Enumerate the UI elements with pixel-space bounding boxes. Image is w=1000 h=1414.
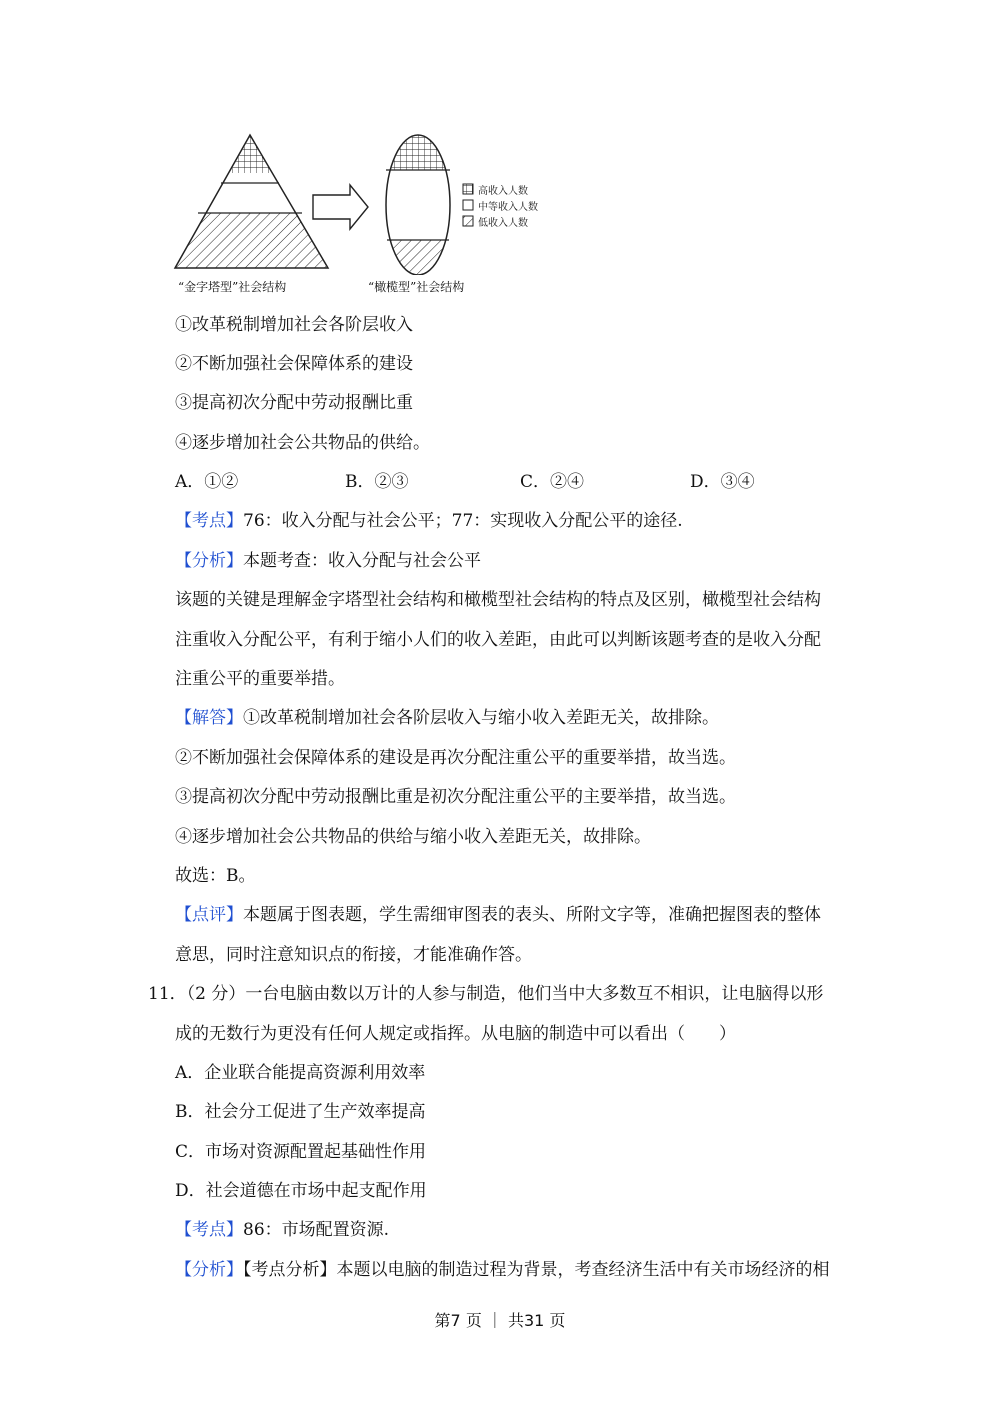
q10-option-d: D．③④ <box>690 472 755 492</box>
jieda-line-1: ①改革税制增加社会各阶层收入与缩小收入差距无关，故排除。 <box>243 708 719 728</box>
legend-swatch-middle <box>463 200 473 210</box>
q10-item-1: ①改革税制增加社会各阶层收入 <box>175 315 413 335</box>
q11-option-b: B．社会分工促进了生产效率提高 <box>175 1102 426 1122</box>
q11-stem-2: 成的无数行为更没有任何人规定或指挥。从电脑的制造中可以看出（ ） <box>175 1024 736 1044</box>
q10-option-b: B．②③ <box>345 472 409 492</box>
kaodian-tag: 【考点】 <box>175 511 243 531</box>
legend-label-high: 高收入人数 <box>478 186 528 197</box>
jieda-line-3: ③提高初次分配中劳动报酬比重是初次分配注重公平的主要举措，故当选。 <box>175 787 736 807</box>
q10-option-c: C．②④ <box>520 472 585 492</box>
q10-option-a: A．①② <box>175 472 239 492</box>
legend-swatch-high <box>463 184 473 194</box>
legend-swatch-low <box>463 216 473 226</box>
dianping-line-1: 本题属于图表题，学生需细审图表的表头、所附文字等，准确把握图表的整体 <box>243 905 821 925</box>
q10-item-3: ③提高初次分配中劳动报酬比重 <box>175 393 413 413</box>
q10-item-4: ④逐步增加社会公共物品的供给。 <box>175 433 430 453</box>
pyramid-caption: “金字塔型”社会结构 <box>178 280 287 294</box>
legend-label-low: 低收入人数 <box>478 218 528 229</box>
q10-fenxi-body-3: 注重公平的重要举措。 <box>175 669 345 689</box>
legend-label-middle: 中等收入人数 <box>478 202 538 213</box>
olive-diagram <box>360 125 480 275</box>
q11-option-c: C．市场对资源配置起基础性作用 <box>175 1142 427 1162</box>
kaodian-tag-2: 【考点】 <box>175 1220 243 1240</box>
kaodian-text-2: 86：市场配置资源. <box>243 1220 390 1240</box>
fenxi-tag-2: 【分析】 <box>175 1260 243 1280</box>
dianping-tag: 【点评】 <box>175 905 243 925</box>
q11-option-a: A．企业联合能提高资源利用效率 <box>175 1063 426 1083</box>
q11-kaodian <box>175 1219 389 1241</box>
dianping-line-2: 意思，同时注意知识点的衔接，才能准确作答。 <box>175 945 532 965</box>
q10-answer: 故选：B。 <box>175 866 256 886</box>
q10-jieda <box>175 707 719 729</box>
jieda-tag: 【解答】 <box>175 708 243 728</box>
q10-dianping <box>175 904 821 926</box>
jieda-line-2: ②不断加强社会保障体系的建设是再次分配注重公平的重要举措，故当选。 <box>175 748 736 768</box>
page-footer: 第7 页 ｜ 共31 页 <box>434 1311 566 1330</box>
fenxi-text-2: 【考点分析】本题以电脑的制造过程为背景，考查经济生活中有关市场经济的相 <box>243 1260 830 1280</box>
q10-item-2: ②不断加强社会保障体系的建设 <box>175 354 413 374</box>
q11-fenxi <box>175 1259 830 1281</box>
fenxi-tag: 【分析】 <box>175 551 243 571</box>
jieda-line-4: ④逐步增加社会公共物品的供给与缩小收入差距无关，故排除。 <box>175 827 651 847</box>
q10-kaodian <box>175 510 683 532</box>
q10-fenxi <box>175 550 481 572</box>
fenxi-text: 本题考查：收入分配与社会公平 <box>243 551 481 571</box>
kaodian-text: 76：收入分配与社会公平；77：实现收入分配公平的途径. <box>243 511 683 531</box>
q11-option-d: D．社会道德在市场中起支配作用 <box>175 1181 427 1201</box>
q11-stem-1: 11．（2 分）一台电脑由数以万计的人参与制造，他们当中大多数互不相识，让电脑得以形 <box>148 984 824 1004</box>
q10-fenxi-body-1: 该题的关键是理解金字塔型社会结构和橄榄型社会结构的特点及区别，橄榄型社会结构 <box>175 590 821 610</box>
olive-caption: “橄榄型”社会结构 <box>368 280 465 294</box>
q10-fenxi-body-2: 注重收入分配公平，有利于缩小人们的收入差距，由此可以判断该题考查的是收入分配 <box>175 630 821 650</box>
arrow-right-icon <box>313 185 368 229</box>
